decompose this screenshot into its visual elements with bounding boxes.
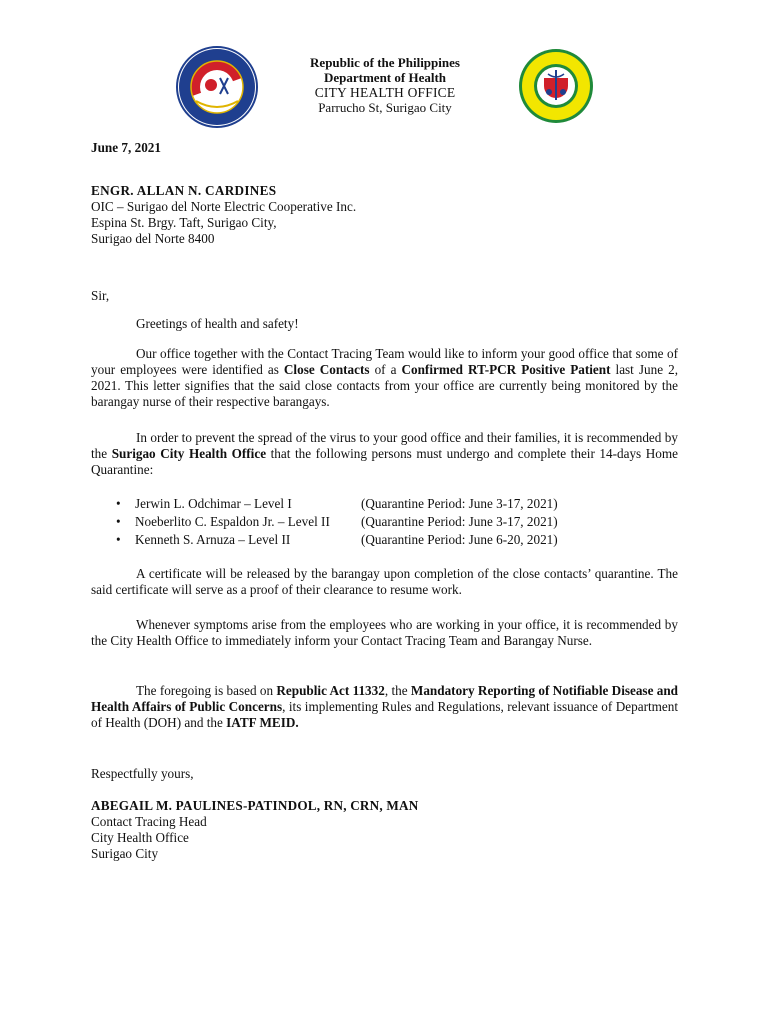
letterhead-republic: Republic of the Philippines — [310, 55, 460, 70]
signer-name: ABEGAIL M. PAULINES-PATINDOL, RN, CRN, MAN — [91, 798, 419, 813]
signature-block — [91, 798, 678, 862]
list-item — [116, 532, 636, 550]
paragraph-certificate: A certificate will be released by the barangay upon completion of the close contacts’ quarantine. The said certificate will serve as a proof of their clearance to resume work. — [91, 566, 678, 597]
person-name: Noeberlito C. Espaldon Jr. – Level II — [135, 514, 330, 529]
recipient-line: Espina St. Brgy. Taft, Surigao City, — [91, 215, 277, 230]
bold-run: Mandatory Reporting of Notifiable Disease and Health Affairs of Public Concerns — [91, 683, 678, 714]
close-contacts-list — [116, 496, 636, 550]
quarantine-period: (Quarantine Period: June 3-17, 2021) — [361, 496, 558, 511]
bold-run: Surigao City Health Office — [111, 446, 267, 461]
signer-title: Contact Tracing Head — [91, 814, 207, 829]
bold-run: Confirmed RT-PCR Positive Patient — [401, 362, 611, 377]
letter-date: June 7, 2021 — [91, 140, 161, 155]
person-name: Kenneth S. Arnuza – Level II — [135, 532, 291, 547]
paragraph-greeting: Greetings of health and safety! — [136, 316, 299, 331]
signer-city: Surigao City — [91, 846, 159, 861]
text-run: of a — [369, 362, 402, 377]
text-run: , the — [384, 683, 411, 698]
recipient-line: OIC – Surigao del Norte Electric Cooperative Inc. — [91, 199, 357, 214]
text-run: The foregoing is based on — [136, 683, 277, 698]
bullet-icon: • — [116, 514, 121, 529]
bullet-icon: • — [116, 496, 121, 511]
text-run: that the following persons must undergo and complete their 14-days Home Quarantine: — [91, 446, 678, 477]
letterhead-address: Parrucho St, Surigao City — [318, 100, 452, 115]
list-item — [116, 514, 636, 532]
letterhead-department: Department of Health — [323, 70, 447, 85]
doh-seal-icon — [518, 48, 594, 124]
quarantine-period: (Quarantine Period: June 6-20, 2021) — [361, 532, 558, 547]
letterhead — [260, 55, 510, 115]
surigao-city-seal-icon — [176, 46, 258, 128]
paragraph-notice — [91, 346, 678, 410]
recipient-line: Surigao del Norte 8400 — [91, 231, 215, 246]
recipient-block — [91, 183, 678, 247]
text-run: , its implementing Rules and Regulations, relevant issuance of Department of Health (DOH) and the — [91, 699, 678, 730]
letterhead-office: CITY HEALTH OFFICE — [314, 85, 456, 100]
quarantine-period: (Quarantine Period: June 3-17, 2021) — [361, 514, 558, 529]
bold-run: Republic Act 11332 — [276, 683, 385, 698]
list-item — [116, 496, 636, 514]
paragraph-recommendation — [91, 430, 678, 478]
recipient-name: ENGR. ALLAN N. CARDINES — [91, 183, 277, 198]
person-name: Jerwin L. Odchimar – Level I — [135, 496, 292, 511]
bold-run: Close Contacts — [283, 362, 370, 377]
closing: Respectfully yours, — [91, 766, 194, 781]
text-run: last June 2, 2021. This letter signifies that the said close contacts from your office are currently being monitored by the barangay nurse of their respective barangays. — [91, 362, 678, 409]
bold-run: IATF MEID. — [226, 715, 299, 730]
bullet-icon: • — [116, 532, 121, 547]
paragraph-legal-basis — [91, 683, 678, 731]
signer-office: City Health Office — [91, 830, 189, 845]
text-run: In order to prevent the spread of the virus to your good office and their families, it is recommended by the — [91, 430, 678, 461]
text-run: Our office together with the Contact Tracing Team would like to inform your good office that some of your employees were identified as — [91, 346, 678, 377]
salutation: Sir, — [91, 288, 110, 303]
paragraph-symptoms: Whenever symptoms arise from the employees who are working in your office, it is recommended by the City Health Office to immediately inform your Contact Tracing Team and Barangay Nurse. — [91, 617, 678, 648]
